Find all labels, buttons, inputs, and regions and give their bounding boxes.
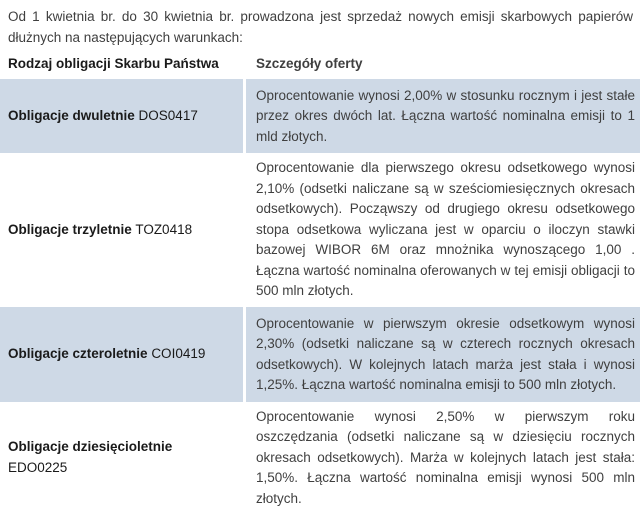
bond-type-name: Obligacje dwuletnie	[8, 108, 135, 123]
bond-row-coi0419	[0, 307, 640, 402]
bond-details-text: Oprocentowanie w pierwszym okresie odsetkowym wynosi 2,30% (odsetki naliczane są w czterech rocznych okresach odsetkowych). W kolejnych latach marża jest stała i wynosi 1,25%. Łączna wartość nominalna emisji to 500 mln złotych.	[246, 307, 640, 402]
bond-row-dos0417	[0, 79, 640, 154]
bond-type-label	[8, 344, 243, 365]
bond-type-name: Obligacje trzyletnie	[8, 221, 132, 237]
bond-series-code: COI0419	[151, 346, 206, 362]
bond-series-code: EDO0225	[8, 459, 68, 475]
bond-type-cell	[0, 157, 243, 303]
bond-type-cell	[0, 79, 243, 154]
bond-type-cell	[0, 307, 243, 402]
bond-type-label	[8, 220, 243, 241]
bond-type-label	[8, 437, 243, 478]
bond-series-code: DOS0417	[138, 108, 198, 123]
bond-type-cell	[0, 406, 243, 509]
bond-row-edo0225	[0, 406, 640, 509]
bonds-table	[0, 54, 640, 509]
bond-type-name: Obligacje dziesięcioletnie	[8, 439, 173, 455]
header-col-details: Szczegóły oferty	[256, 56, 363, 71]
intro-text: Od 1 kwietnia br. do 30 kwietnia br. prowadzona jest sprzedaż nowych emisji skarbowych papierów dłużnych na następujących warunkach:	[8, 9, 633, 45]
bond-details-text: Oprocentowanie wynosi 2,50% w pierwszym roku oszczędzania (odsetki naliczane są w dziesięciu rocznych okresach odsetkowych). Marża w kolejnych latach jest stała: 1,50%. Łączna wartość nominalna emisji wynosi 500 mln złotych.	[256, 408, 635, 506]
bond-type-name: Obligacje czteroletnie	[8, 346, 148, 362]
bond-type-label	[8, 106, 243, 127]
bond-row-toz0418	[0, 157, 640, 303]
bond-details-text: Oprocentowanie dla pierwszego okresu odsetkowego wynosi 2,10% (odsetki naliczane są w sześciomiesięcznych okresach odsetkowych). Począwszy od drugiego okresu odsetkowego stopa odsetkowa wyliczana jest w oparciu o iloczyn stawki bazowej WIBOR 6M oraz mnożnika wynoszącego 1,00 . Łączna wartość nominalna oferowanych w tej emisji obligacji to 500 mln złotych.	[256, 160, 635, 298]
bond-series-code: TOZ0418	[135, 221, 193, 237]
table-header-row	[0, 54, 640, 75]
header-col-bond-type: Rodzaj obligacji Skarbu Państwa	[8, 56, 219, 71]
bond-details-text: Oprocentowanie wynosi 2,00% w stosunku rocznym i jest stałe przez okres dwóch lat. Łączna wartość nominalna emisji to 1 mld złotych.	[246, 79, 640, 154]
